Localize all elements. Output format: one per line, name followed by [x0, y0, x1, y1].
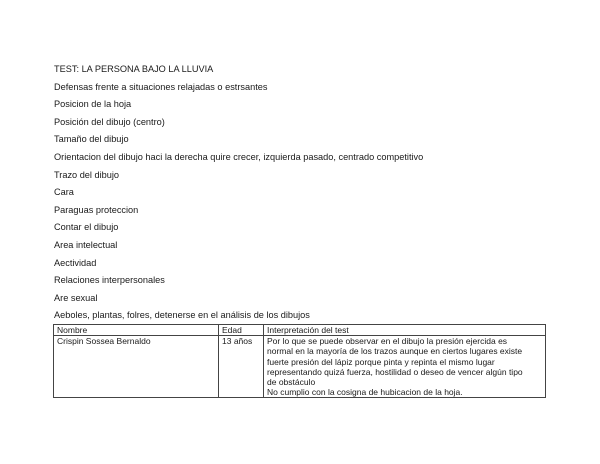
interpretation-line: fuerte presión del lápiz porque pinta y repinta el mismo lugar — [267, 356, 495, 367]
item-trazo: Trazo del dibujo — [54, 169, 120, 180]
interpretation-line: No cumplio con la cosigna de hubicacion de la hoja. — [267, 387, 463, 398]
header-interpretacion: Interpretación del test — [264, 325, 546, 336]
interpretation-line: normal en la mayoría de los trazos aunque en ciertos lugares existe — [267, 346, 523, 357]
interpretation-line: de obstáculo — [267, 377, 316, 388]
item-relaciones: Relaciones interpersonales — [54, 275, 165, 286]
cell-interpretation — [264, 336, 546, 398]
header-edad: Edad — [219, 325, 264, 336]
item-paraguas: Paraguas proteccion — [54, 204, 139, 215]
item-cara: Cara — [54, 187, 74, 198]
item-tamano-dibujo: Tamaño del dibujo — [54, 134, 129, 145]
item-arboles: Aeboles, plantas, folres, detenerse en el análisis de los dibujos — [54, 310, 310, 321]
item-posicion-dibujo: Posición del dibujo (centro) — [54, 116, 165, 127]
cell-name: Crispin Sossea Bernaldo — [54, 336, 219, 398]
table-row — [54, 336, 546, 398]
document-title: TEST: LA PERSONA BAJO LA LLUVIA — [54, 64, 214, 74]
item-orientacion: Orientacion del dibujo haci la derecha quire crecer, izquierda pasado, centrado competitivo — [54, 151, 424, 162]
item-defensas: Defensas frente a situaciones relajadas o estrsantes — [54, 81, 268, 92]
document-text — [54, 64, 554, 328]
interpretation-line: Por lo que se puede observar en el dibujo la presión ejercida es — [267, 336, 508, 347]
item-contar: Contar el dibujo — [54, 222, 119, 233]
item-posicion-hoja: Posicion de la hoja — [54, 99, 132, 110]
interpretation-line: representando quizá fuerza, hostilidad o deseo de vencer algún tipo — [267, 366, 523, 377]
results-table — [53, 324, 546, 398]
cell-age: 13 años — [219, 336, 264, 398]
header-nombre: Nombre — [54, 325, 219, 336]
item-area-sexual: Are sexual — [54, 292, 98, 303]
item-area-intelectual: Area intelectual — [54, 239, 118, 250]
item-aectividad: Aectividad — [54, 257, 97, 268]
table-header-row — [54, 325, 546, 336]
